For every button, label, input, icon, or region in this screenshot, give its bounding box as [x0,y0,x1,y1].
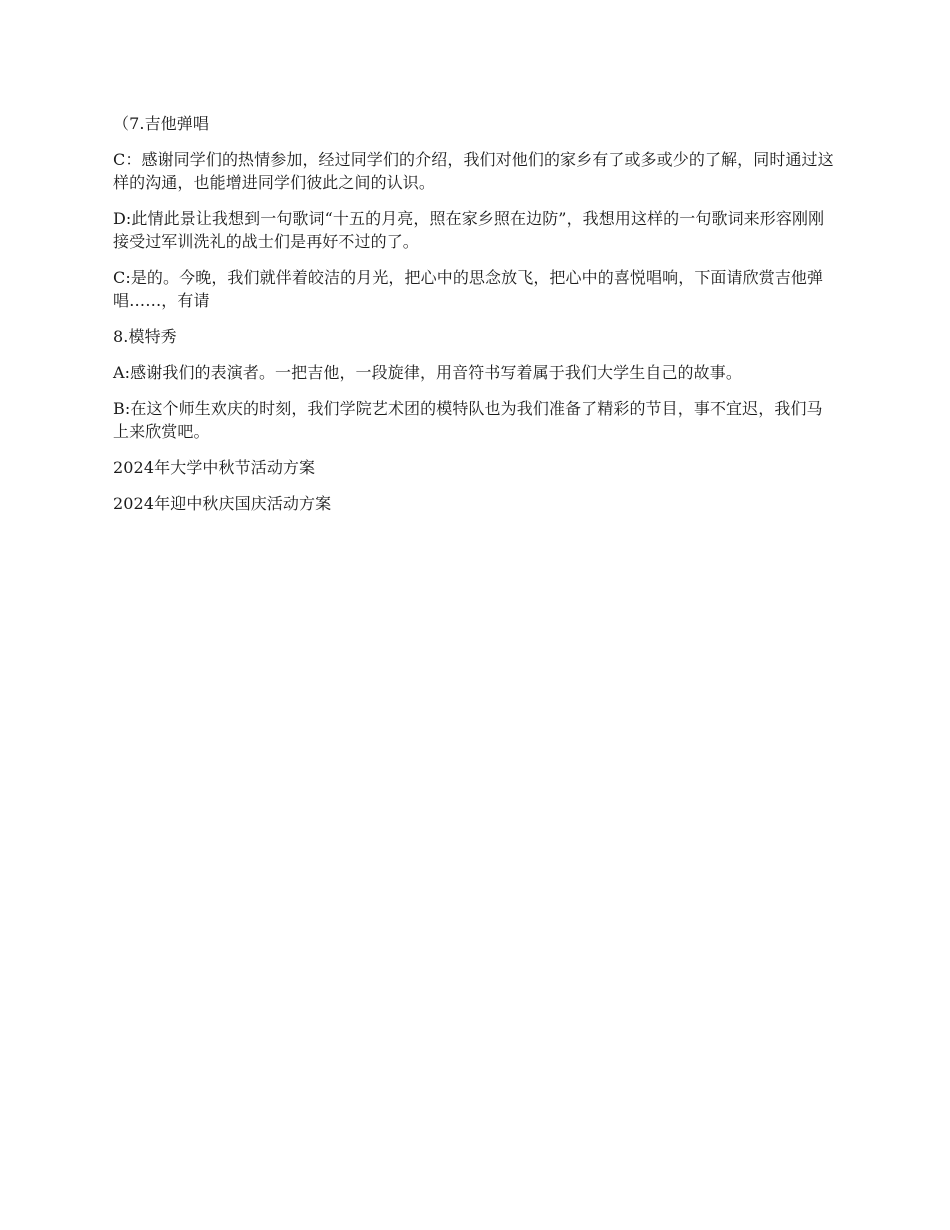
paragraph-c-moonlight: C:是的。今晚，我们就伴着皎洁的月光，把心中的思念放飞，把心中的喜悦唱响，下面请欣赏吉他弹唱……，有请 [113,268,824,310]
paragraph-b-model-team: B:在这个师生欢庆的时刻，我们学院艺术团的模特队也为我们准备了精彩的节目，事不宜迟，我们马上来欣赏吧。 [113,399,823,441]
section-heading-model-show: 8.模特秀 [113,327,177,346]
document-page [113,112,838,528]
related-title-university-plan: 2024年大学中秋节活动方案 [113,458,316,477]
paragraph-c-thanks: C：感谢同学们的热情参加，经过同学们的介绍，我们对他们的家乡有了或多或少的了解，同时通过这样的沟通，也能增进同学们彼此之间的认识。 [113,150,834,192]
paragraph-a-performer: A:感谢我们的表演者。一把吉他，一段旋律，用音符书写着属于我们大学生自己的故事。 [113,363,742,382]
related-title-national-day-plan: 2024年迎中秋庆国庆活动方案 [113,494,332,513]
paragraph-d-lyrics: D:此情此景让我想到一句歌词“十五的月亮，照在家乡照在边防”，我想用这样的一句歌词来形容刚刚接受过军训洗礼的战士们是再好不过的了。 [113,209,825,251]
section-heading-guitar: （7.吉他弹唱 [113,114,209,133]
